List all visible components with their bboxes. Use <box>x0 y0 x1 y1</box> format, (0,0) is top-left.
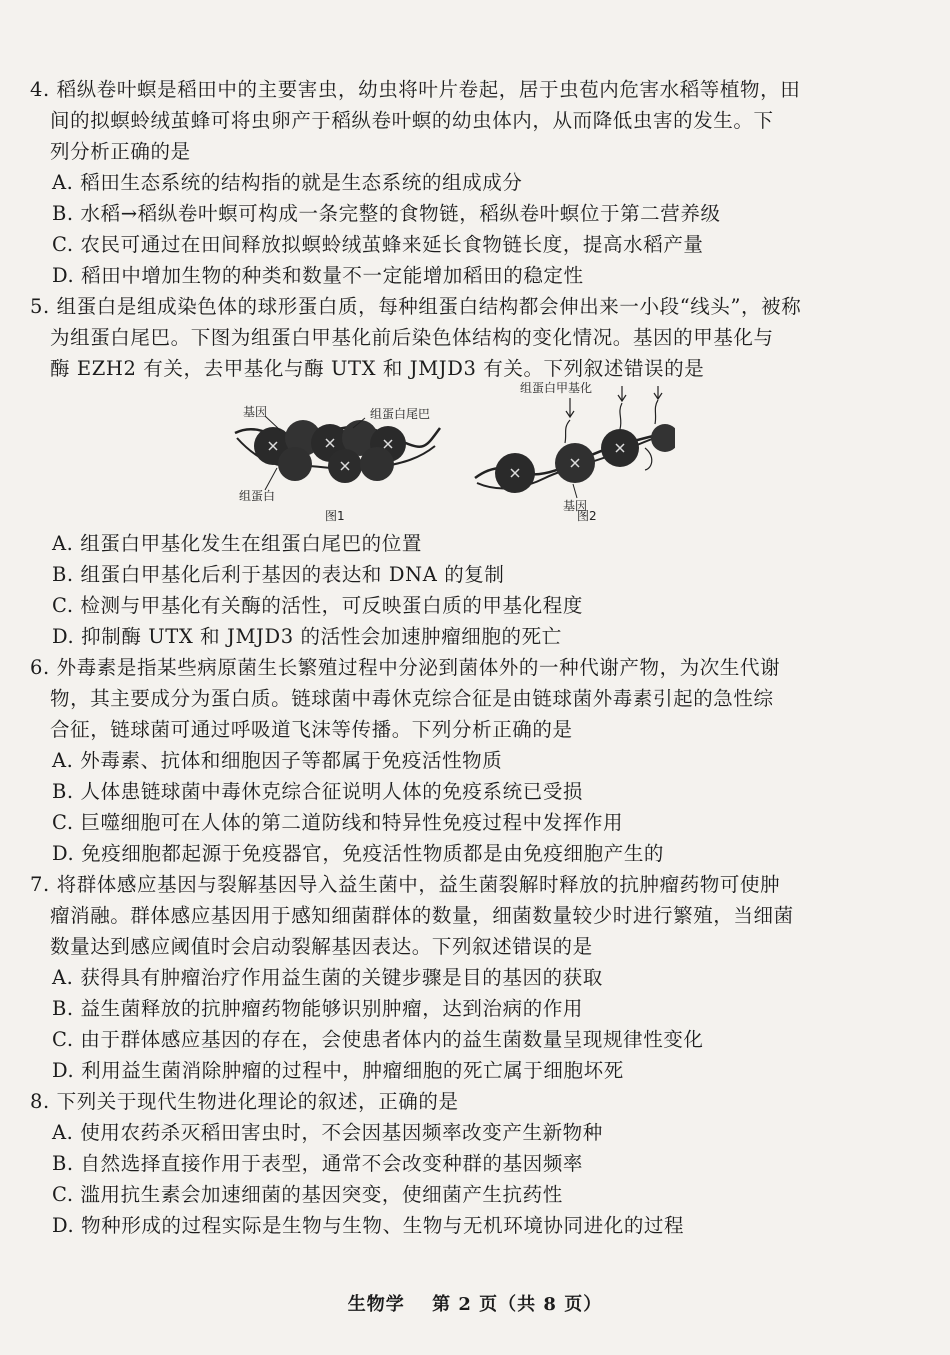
question-8-stem-line-1: 8. 下列关于现代生物进化理论的叙述，正确的是 <box>30 1090 459 1113</box>
question-6-option-b: B. 人体患链球菌中毒休克综合征说明人体的免疫系统已受损 <box>52 780 584 803</box>
question-7-option-b: B. 益生菌释放的抗肿瘤药物能够识别肿瘤，达到治病的作用 <box>52 997 584 1020</box>
question-6-option-a: A. 外毒素、抗体和细胞因子等都属于免疫活性物质 <box>52 749 503 772</box>
chromatin-diagram <box>225 378 675 526</box>
question-8-option-a: A. 使用农药杀灭稻田害虫时，不会因基因频率改变产生新物种 <box>52 1121 603 1144</box>
question-6-option-d: D. 免疫细胞都起源于免疫器官，免疫活性物质都是由免疫细胞产生的 <box>52 842 665 865</box>
question-5-option-b: B. 组蛋白甲基化后利于基因的表达和 DNA 的复制 <box>52 563 505 586</box>
question-4-option-d: D. 稻田中增加生物的种类和数量不一定能增加稻田的稳定性 <box>52 264 584 287</box>
question-4-stem-line-3: 列分析正确的是 <box>50 140 191 163</box>
label-histone-tail: 组蛋白尾巴 <box>370 407 431 421</box>
figure-1-compact-chromatin <box>235 405 440 523</box>
question-7-stem-line-3: 数量达到感应阈值时会启动裂解基因表达。下列叙述错误的是 <box>50 935 593 958</box>
figure-2-relaxed-chromatin <box>475 381 675 523</box>
question-8-option-d: D. 物种形成的过程实际是生物与生物、生物与无机环境协同进化的过程 <box>52 1214 685 1237</box>
question-4-option-c: C. 农民可通过在田间释放拟螟蛉绒茧蜂来延长食物链长度，提高水稻产量 <box>52 233 704 256</box>
question-8-option-c: C. 滥用抗生素会加速细菌的基因突变，使细菌产生抗药性 <box>52 1183 563 1206</box>
question-5-stem-line-2: 为组蛋白尾巴。下图为组蛋白甲基化前后染色体结构的变化情况。基因的甲基化与 <box>50 326 774 349</box>
question-4-stem-line-1: 4. 稻纵卷叶螟是稻田中的主要害虫，幼虫将叶片卷起，居于虫苞内危害水稻等植物，田 <box>30 78 801 101</box>
label-histone-methylation: 组蛋白甲基化 <box>520 381 593 395</box>
question-6-stem-line-3: 合征，链球菌可通过呼吸道飞沫等传播。下列分析正确的是 <box>50 718 573 741</box>
question-4-stem-line-2: 间的拟螟蛉绒茧蜂可将虫卵产于稻纵卷叶螟的幼虫体内，从而降低虫害的发生。下 <box>50 109 774 132</box>
question-5-option-d: D. 抑制酶 UTX 和 JMJD3 的活性会加速肿瘤细胞的死亡 <box>52 625 562 648</box>
question-6-stem-line-2: 物，其主要成分为蛋白质。链球菌中毒休克综合征是由链球菌外毒素引起的急性综 <box>50 687 774 710</box>
footer-page-number: 第 2 页（共 8 页） <box>432 1294 603 1315</box>
question-5-stem-line-3: 酶 EZH2 有关，去甲基化与酶 UTX 和 JMJD3 有关。下列叙述错误的是 <box>50 357 705 380</box>
question-6-stem-line-1: 6. 外毒素是指某些病原菌生长繁殖过程中分泌到菌体外的一种代谢产物，为次生代谢 <box>30 656 781 679</box>
label-gene: 基因 <box>243 405 268 419</box>
label-histone: 组蛋白 <box>239 489 276 503</box>
chromatin-figure <box>225 378 675 526</box>
question-5-stem-line-1: 5. 组蛋白是组成染色体的球形蛋白质，每种组蛋白结构都会伸出来一小段“线头”，被称 <box>30 295 802 318</box>
question-4-option-a: A. 稻田生态系统的结构指的就是生态系统的组成成分 <box>52 171 523 194</box>
figure-1-caption: 图1 <box>325 509 345 523</box>
question-7-stem-line-2: 瘤消融。群体感应基因用于感知细菌群体的数量，细菌数量较少时进行繁殖，当细菌 <box>50 904 794 927</box>
question-4-option-b: B. 水稻→稻纵卷叶螟可构成一条完整的食物链，稻纵卷叶螟位于第二营养级 <box>52 202 721 225</box>
question-7-option-d: D. 利用益生菌消除肿瘤的过程中，肿瘤细胞的死亡属于细胞坏死 <box>52 1059 624 1082</box>
label-gene-2: 基因 <box>563 499 588 513</box>
question-8-option-b: B. 自然选择直接作用于表型，通常不会改变种群的基因频率 <box>52 1152 584 1175</box>
figure-2-caption: 图2 <box>577 509 597 523</box>
question-5-option-a: A. 组蛋白甲基化发生在组蛋白尾巴的位置 <box>52 532 422 555</box>
question-6-option-c: C. 巨噬细胞可在人体的第二道防线和特异性免疫过程中发挥作用 <box>52 811 624 834</box>
question-7-option-c: C. 由于群体感应基因的存在，会使患者体内的益生菌数量呈现规律性变化 <box>52 1028 704 1051</box>
footer-subject: 生物学 <box>347 1294 405 1315</box>
question-5-option-c: C. 检测与甲基化有关酶的活性，可反映蛋白质的甲基化程度 <box>52 594 583 617</box>
question-7-stem-line-1: 7. 将群体感应基因与裂解基因导入益生菌中，益生菌裂解时释放的抗肿瘤药物可使肿 <box>30 873 781 896</box>
page-footer <box>0 1290 950 1316</box>
question-7-option-a: A. 获得具有肿瘤治疗作用益生菌的关键步骤是目的基因的获取 <box>52 966 603 989</box>
